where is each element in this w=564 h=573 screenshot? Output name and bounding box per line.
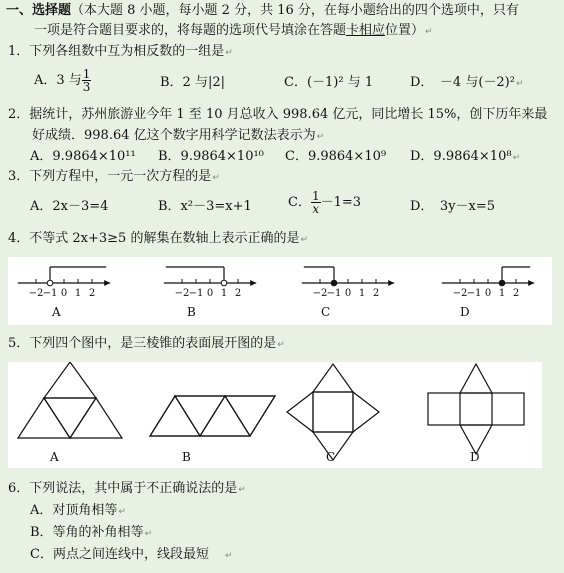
q3-option-c[interactable]: C． $\frac{1}{x}$ －1=3 xyxy=(288,189,362,216)
triangle-face xyxy=(287,392,313,432)
q3-stem: 3．下列方程中，一元一次方程的是↵ xyxy=(8,169,220,184)
q3-c-fraction: $\frac{1}{x}$ xyxy=(311,189,320,216)
axis-arrow-icon xyxy=(104,280,110,286)
return-mark-icon: ↵ xyxy=(316,132,325,142)
section-header-line-2: 一项是符合题目要求的，将每题的选项代号填涂在答题卡相应位置）↵ xyxy=(34,23,433,38)
closed-point xyxy=(499,280,505,286)
q5-label-d[interactable]: D xyxy=(470,450,480,464)
q6-option-c[interactable]: C．两点之间连线中，线段最短 ↵ xyxy=(30,547,233,562)
triangle-face xyxy=(18,398,70,438)
tick-label: 2 xyxy=(88,288,96,299)
tick-label: 0 xyxy=(60,288,68,299)
tick-label: 2 xyxy=(372,288,380,299)
open-point xyxy=(221,280,227,286)
q5-label-a[interactable]: A xyxy=(50,450,59,464)
section-intro-1: （本大题 8 小题，每小题 2 分，共 16 分，在每小题给出的四个选项中，只有 xyxy=(71,3,519,18)
triangle-face xyxy=(460,364,492,393)
triangle-face xyxy=(313,364,353,392)
q3-option-d[interactable]: D． 3y－x=5 xyxy=(410,199,496,214)
axis-arrow-icon xyxy=(528,280,534,286)
q2-stem-1: 2．据统计，苏州旅游业今年 1 至 10 月总收入 998.64 亿元，同比增长 15%，创下历年来最 xyxy=(8,107,548,122)
q4-number-line-panel xyxy=(8,257,552,325)
return-mark-icon: ↵ xyxy=(144,529,153,539)
tick-label: 1 xyxy=(220,288,228,299)
return-mark-icon: ↵ xyxy=(118,507,126,517)
net-d[interactable] xyxy=(428,364,524,454)
triangle-face xyxy=(175,396,225,436)
triangle-face xyxy=(200,396,250,436)
q4-label-a[interactable]: A xyxy=(52,305,61,319)
tick-label: 2 xyxy=(512,288,520,299)
net-a[interactable] xyxy=(18,362,122,438)
q1-option-a[interactable]: A．3 与 $\frac{1}{3}$ xyxy=(34,67,91,94)
net-b[interactable] xyxy=(150,396,275,436)
square-face xyxy=(313,392,353,432)
q1-a-fraction: $\frac{1}{3}$ xyxy=(82,67,91,94)
q3-option-b[interactable]: B．x²－3=x+1 xyxy=(158,199,252,214)
q2-option-b[interactable]: B．9.9864×10¹⁰ xyxy=(158,149,264,164)
return-mark-icon: ↵ xyxy=(224,551,233,561)
q4-number-lines xyxy=(8,257,552,325)
triangle-face xyxy=(70,398,122,438)
return-mark-icon: ↵ xyxy=(515,79,524,89)
q5-nets xyxy=(8,362,542,468)
q5-stem: 5．下列四个图中，是三棱锥的表面展开图的是↵ xyxy=(8,336,285,351)
q2-option-a[interactable]: A．9.9864×10¹¹ xyxy=(30,149,136,164)
tick-label: −1 xyxy=(326,288,342,299)
q1-option-c[interactable]: C．(－1)² 与 1 xyxy=(284,75,374,90)
axis-arrow-icon xyxy=(388,280,394,286)
tick-label: 1 xyxy=(498,288,506,299)
return-mark-icon: ↵ xyxy=(225,48,233,58)
q1-option-d[interactable]: D． －4 与(－2)²↵ xyxy=(410,75,524,90)
return-mark-icon: ↵ xyxy=(212,173,220,183)
triangle-face xyxy=(225,396,275,436)
q4-label-c[interactable]: C xyxy=(321,305,331,319)
q6-option-a[interactable]: A．对顶角相等↵ xyxy=(30,503,126,518)
q3-option-a[interactable]: A．2x－3=4 xyxy=(30,199,109,214)
triangle-face xyxy=(44,398,96,438)
q1-stem: 1．下列各组数中互为相反数的一组是↵ xyxy=(8,44,233,59)
tick-label: 0 xyxy=(484,288,492,299)
q5-label-b[interactable]: B xyxy=(182,450,191,464)
triangle-face xyxy=(150,396,200,436)
q2-stem-2: 好成绩．998.64 亿这个数字用科学记数法表示为↵ xyxy=(32,128,325,143)
tick-label: −2 xyxy=(312,288,328,299)
q1-option-b[interactable]: B．2 与|2| xyxy=(160,75,225,90)
q6-stem: 6．下列说法，其中属于不正确说法的是↵ xyxy=(8,481,246,496)
tick-label: 1 xyxy=(358,288,366,299)
open-point xyxy=(47,280,53,286)
q4-label-d[interactable]: D xyxy=(460,305,470,319)
triangle-face xyxy=(353,392,379,432)
axis-arrow-icon xyxy=(250,280,256,286)
q6-option-b[interactable]: B．等角的补角相等↵ xyxy=(30,525,153,540)
section-title: 一、选择题 xyxy=(6,3,72,18)
q2-option-c[interactable]: C．9.9864×10⁹ xyxy=(285,149,387,164)
tick-label: 1 xyxy=(74,288,82,299)
return-mark-icon: ↵ xyxy=(425,27,433,37)
tick-label: −1 xyxy=(188,288,204,299)
return-mark-icon: ↵ xyxy=(512,153,521,163)
tick-label: −2 xyxy=(28,288,44,299)
q2-option-d[interactable]: D．9.9864×10⁸↵ xyxy=(410,149,521,164)
tick-label: −2 xyxy=(174,288,190,299)
return-mark-icon: ↵ xyxy=(277,340,285,350)
net-c[interactable] xyxy=(287,364,379,460)
return-mark-icon: ↵ xyxy=(300,235,309,245)
return-mark-icon: ↵ xyxy=(238,485,246,495)
q4-stem: 4．不等式 2x+3≥5 的解集在数轴上表示正确的是↵ xyxy=(8,231,309,246)
q5-label-c[interactable]: C xyxy=(326,450,336,464)
closed-point xyxy=(331,280,337,286)
tick-label: −1 xyxy=(42,288,58,299)
tick-label: −1 xyxy=(466,288,482,299)
section-header-line-1 xyxy=(6,2,519,20)
tick-label: 0 xyxy=(206,288,214,299)
tick-label: −2 xyxy=(452,288,468,299)
triangle-face xyxy=(44,362,96,398)
tick-label: 2 xyxy=(234,288,242,299)
q4-label-b[interactable]: B xyxy=(187,305,196,319)
square-row xyxy=(428,393,524,425)
tick-label: 0 xyxy=(344,288,352,299)
q5-net-panel xyxy=(8,362,542,468)
